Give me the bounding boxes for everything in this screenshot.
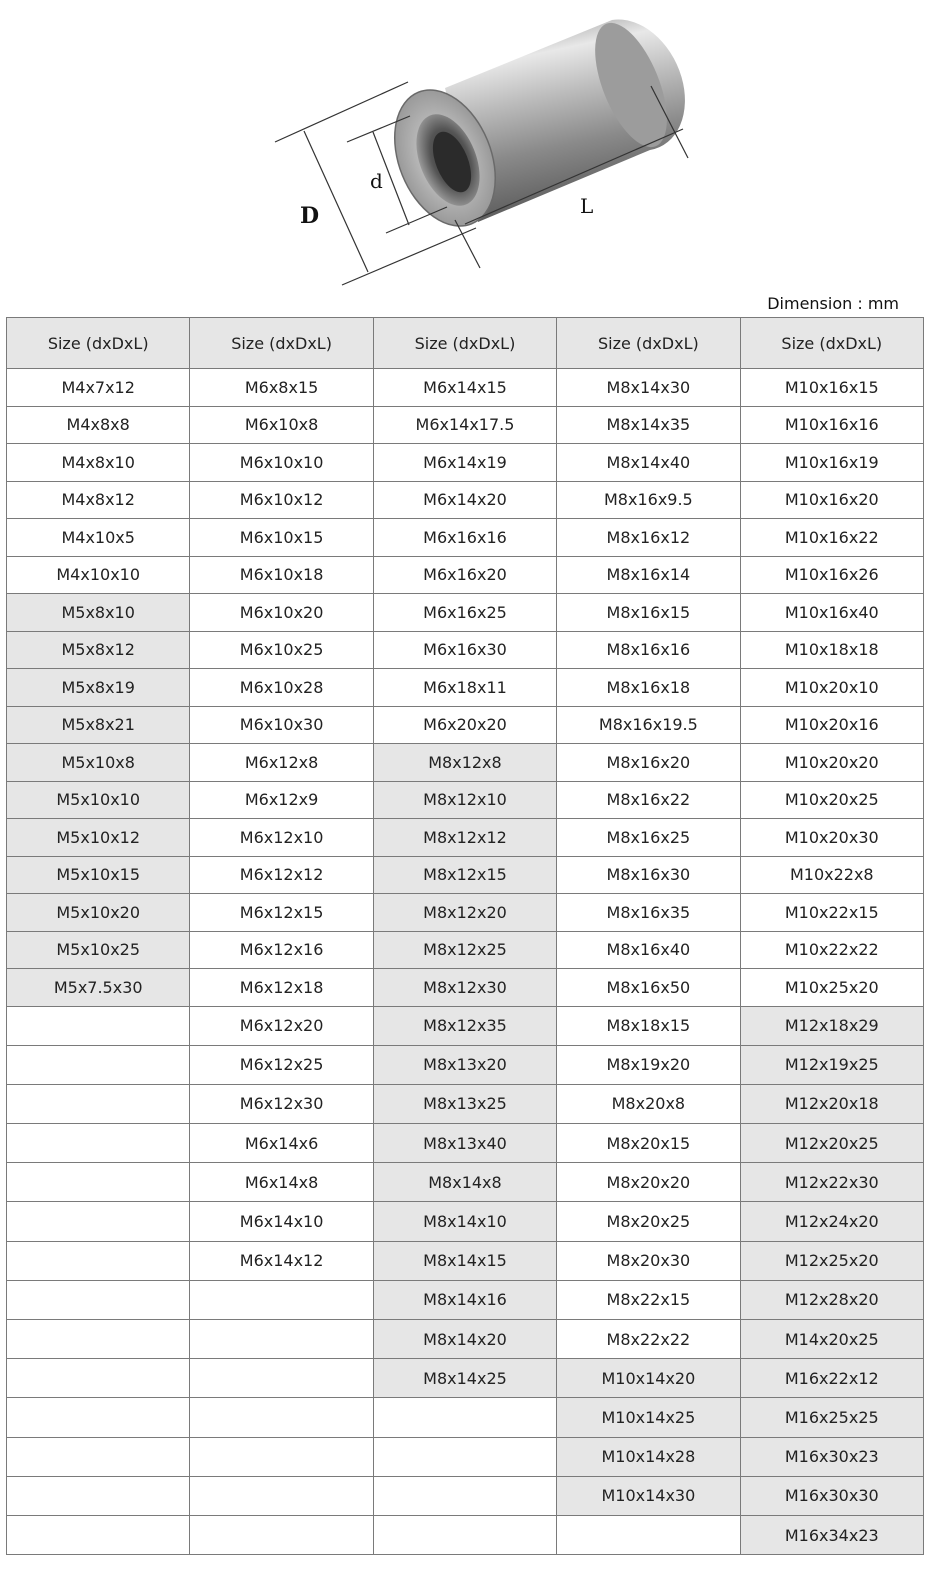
size-cell: M10x22x8 <box>740 856 923 894</box>
empty-cell <box>7 1398 190 1437</box>
table-row <box>7 481 924 519</box>
table-row <box>7 1476 924 1515</box>
cylinder-body <box>376 13 685 241</box>
size-cell: M8x12x12 <box>373 819 556 857</box>
table-row <box>7 669 924 707</box>
size-cell: M8x16x40 <box>557 931 740 969</box>
size-cell: M8x19x20 <box>557 1045 740 1084</box>
size-cell: M8x16x18 <box>557 669 740 707</box>
size-cell: M12x20x25 <box>740 1124 923 1163</box>
size-cell: M6x10x8 <box>190 406 373 444</box>
size-cell: M6x12x10 <box>190 819 373 857</box>
size-cell: M5x10x12 <box>7 819 190 857</box>
size-cell: M8x12x25 <box>373 931 556 969</box>
column-header: Size (dxDxL) <box>740 318 923 369</box>
size-cell: M4x8x10 <box>7 444 190 482</box>
dimension-label-L: L <box>580 194 594 218</box>
size-cell: M6x16x30 <box>373 631 556 669</box>
size-cell: M16x34x23 <box>740 1515 923 1554</box>
size-cell: M4x10x10 <box>7 556 190 594</box>
table-row <box>7 519 924 557</box>
size-cell: M8x13x40 <box>373 1124 556 1163</box>
empty-cell <box>7 1202 190 1241</box>
size-cell: M8x16x16 <box>557 631 740 669</box>
size-cell: M10x16x22 <box>740 519 923 557</box>
size-cell: M10x20x30 <box>740 819 923 857</box>
size-cell: M6x12x20 <box>190 1006 373 1045</box>
size-cell: M6x10x18 <box>190 556 373 594</box>
table-row <box>7 1280 924 1319</box>
size-cell: M14x20x25 <box>740 1320 923 1359</box>
size-cell: M6x14x12 <box>190 1241 373 1280</box>
size-cell: M8x14x40 <box>557 444 740 482</box>
size-cell: M16x30x30 <box>740 1476 923 1515</box>
table-row <box>7 444 924 482</box>
size-cell: M6x10x15 <box>190 519 373 557</box>
empty-cell <box>373 1515 556 1554</box>
size-cell: M16x22x12 <box>740 1359 923 1398</box>
empty-cell <box>373 1476 556 1515</box>
size-table <box>6 317 924 1555</box>
size-cell: M8x16x14 <box>557 556 740 594</box>
size-cell: M5x10x8 <box>7 744 190 782</box>
table-row <box>7 706 924 744</box>
size-cell: M8x16x20 <box>557 744 740 782</box>
size-cell: M8x16x19.5 <box>557 706 740 744</box>
size-cell: M6x14x6 <box>190 1124 373 1163</box>
size-cell: M10x16x15 <box>740 369 923 407</box>
empty-cell <box>7 1045 190 1084</box>
empty-cell <box>7 1280 190 1319</box>
size-cell: M10x20x25 <box>740 781 923 819</box>
empty-cell <box>190 1476 373 1515</box>
size-cell: M5x10x25 <box>7 931 190 969</box>
size-cell: M12x22x30 <box>740 1163 923 1202</box>
size-cell: M6x16x25 <box>373 594 556 632</box>
dimension-unit-note: Dimension : mm <box>767 294 899 313</box>
size-cell: M8x22x22 <box>557 1320 740 1359</box>
size-cell: M10x16x40 <box>740 594 923 632</box>
size-cell: M8x16x50 <box>557 969 740 1007</box>
size-cell: M8x13x25 <box>373 1084 556 1123</box>
table-row <box>7 1202 924 1241</box>
size-cell: M5x8x19 <box>7 669 190 707</box>
dimension-label-D: D <box>300 203 320 229</box>
coupling-nut-diagram <box>0 0 933 300</box>
table-row <box>7 1320 924 1359</box>
size-cell: M6x10x10 <box>190 444 373 482</box>
size-cell: M6x12x25 <box>190 1045 373 1084</box>
size-cell: M12x28x20 <box>740 1280 923 1319</box>
empty-cell <box>190 1437 373 1476</box>
size-cell: M4x10x5 <box>7 519 190 557</box>
empty-cell <box>7 1320 190 1359</box>
table-row <box>7 1084 924 1123</box>
table-row <box>7 894 924 932</box>
table-row <box>7 1359 924 1398</box>
table-row <box>7 819 924 857</box>
size-cell: M8x16x30 <box>557 856 740 894</box>
size-cell: M8x14x16 <box>373 1280 556 1319</box>
size-cell: M8x20x20 <box>557 1163 740 1202</box>
column-header: Size (dxDxL) <box>557 318 740 369</box>
size-cell: M6x16x20 <box>373 556 556 594</box>
size-cell: M6x12x15 <box>190 894 373 932</box>
empty-cell <box>190 1280 373 1319</box>
size-cell: M10x14x28 <box>557 1437 740 1476</box>
size-cell: M10x16x19 <box>740 444 923 482</box>
size-cell: M10x25x20 <box>740 969 923 1007</box>
table-row <box>7 369 924 407</box>
size-cell: M8x18x15 <box>557 1006 740 1045</box>
column-header: Size (dxDxL) <box>7 318 190 369</box>
empty-cell <box>373 1398 556 1437</box>
empty-cell <box>190 1398 373 1437</box>
size-cell: M8x12x8 <box>373 744 556 782</box>
size-cell: M6x20x20 <box>373 706 556 744</box>
size-cell: M6x14x15 <box>373 369 556 407</box>
size-cell: M6x14x19 <box>373 444 556 482</box>
table-row <box>7 781 924 819</box>
size-cell: M5x10x10 <box>7 781 190 819</box>
size-cell: M8x16x22 <box>557 781 740 819</box>
size-cell: M8x16x15 <box>557 594 740 632</box>
size-cell: M10x18x18 <box>740 631 923 669</box>
empty-cell <box>190 1320 373 1359</box>
size-cell: M12x24x20 <box>740 1202 923 1241</box>
table-row <box>7 1241 924 1280</box>
table-row <box>7 1437 924 1476</box>
size-cell: M8x12x15 <box>373 856 556 894</box>
size-cell: M6x10x20 <box>190 594 373 632</box>
size-cell: M6x12x12 <box>190 856 373 894</box>
size-cell: M4x8x8 <box>7 406 190 444</box>
size-cell: M12x19x25 <box>740 1045 923 1084</box>
size-cell: M8x16x25 <box>557 819 740 857</box>
size-cell: M12x18x29 <box>740 1006 923 1045</box>
size-cell: M8x13x20 <box>373 1045 556 1084</box>
size-cell: M5x8x12 <box>7 631 190 669</box>
empty-cell <box>7 1359 190 1398</box>
table-row <box>7 1163 924 1202</box>
table-row <box>7 969 924 1007</box>
size-cell: M5x8x10 <box>7 594 190 632</box>
empty-cell <box>557 1515 740 1554</box>
header-row <box>7 318 924 369</box>
empty-cell <box>7 1163 190 1202</box>
size-cell: M8x22x15 <box>557 1280 740 1319</box>
size-cell: M16x30x23 <box>740 1437 923 1476</box>
size-cell: M10x16x16 <box>740 406 923 444</box>
empty-cell <box>7 1437 190 1476</box>
size-cell: M5x8x21 <box>7 706 190 744</box>
size-cell: M6x10x30 <box>190 706 373 744</box>
column-header: Size (dxDxL) <box>373 318 556 369</box>
size-cell: M8x14x30 <box>557 369 740 407</box>
size-cell: M5x10x20 <box>7 894 190 932</box>
size-cell: M6x16x16 <box>373 519 556 557</box>
column-header: Size (dxDxL) <box>190 318 373 369</box>
size-cell: M8x20x25 <box>557 1202 740 1241</box>
size-cell: M10x20x20 <box>740 744 923 782</box>
empty-cell <box>7 1084 190 1123</box>
dimension-label-d: d <box>370 169 383 193</box>
empty-cell <box>190 1515 373 1554</box>
table-row <box>7 556 924 594</box>
empty-cell <box>7 1124 190 1163</box>
size-cell: M5x10x15 <box>7 856 190 894</box>
size-cell: M6x12x16 <box>190 931 373 969</box>
size-cell: M12x20x18 <box>740 1084 923 1123</box>
empty-cell <box>7 1515 190 1554</box>
table-row <box>7 1045 924 1084</box>
table-row <box>7 744 924 782</box>
table-row <box>7 1515 924 1554</box>
size-cell: M6x14x20 <box>373 481 556 519</box>
size-cell: M8x12x10 <box>373 781 556 819</box>
size-cell: M8x12x30 <box>373 969 556 1007</box>
table-row <box>7 1006 924 1045</box>
size-cell: M8x16x9.5 <box>557 481 740 519</box>
size-cell: M8x16x12 <box>557 519 740 557</box>
size-cell: M6x12x9 <box>190 781 373 819</box>
size-cell: M8x20x15 <box>557 1124 740 1163</box>
product-image <box>0 0 933 300</box>
size-cell: M10x14x25 <box>557 1398 740 1437</box>
empty-cell <box>190 1359 373 1398</box>
size-cell: M5x7.5x30 <box>7 969 190 1007</box>
table-row <box>7 1398 924 1437</box>
size-cell: M8x14x10 <box>373 1202 556 1241</box>
table-row <box>7 1124 924 1163</box>
size-cell: M6x10x28 <box>190 669 373 707</box>
size-cell: M6x12x30 <box>190 1084 373 1123</box>
size-cell: M6x8x15 <box>190 369 373 407</box>
size-cell: M6x10x25 <box>190 631 373 669</box>
size-cell: M8x14x25 <box>373 1359 556 1398</box>
size-cell: M10x20x16 <box>740 706 923 744</box>
size-cell: M10x16x26 <box>740 556 923 594</box>
size-cell: M8x12x35 <box>373 1006 556 1045</box>
empty-cell <box>7 1006 190 1045</box>
size-cell: M10x20x10 <box>740 669 923 707</box>
empty-cell <box>373 1437 556 1476</box>
size-cell: M6x12x8 <box>190 744 373 782</box>
table-row <box>7 631 924 669</box>
size-cell: M6x18x11 <box>373 669 556 707</box>
table-row <box>7 594 924 632</box>
table-row <box>7 406 924 444</box>
size-cell: M10x14x20 <box>557 1359 740 1398</box>
size-cell: M8x20x30 <box>557 1241 740 1280</box>
table-row <box>7 931 924 969</box>
empty-cell <box>7 1241 190 1280</box>
empty-cell <box>7 1476 190 1515</box>
size-cell: M8x14x15 <box>373 1241 556 1280</box>
size-cell: M6x14x17.5 <box>373 406 556 444</box>
size-cell: M12x25x20 <box>740 1241 923 1280</box>
size-cell: M10x22x22 <box>740 931 923 969</box>
size-cell: M8x20x8 <box>557 1084 740 1123</box>
size-cell: M16x25x25 <box>740 1398 923 1437</box>
size-cell: M4x8x12 <box>7 481 190 519</box>
size-cell: M4x7x12 <box>7 369 190 407</box>
size-cell: M10x14x30 <box>557 1476 740 1515</box>
size-cell: M6x14x8 <box>190 1163 373 1202</box>
size-cell: M8x12x20 <box>373 894 556 932</box>
size-cell: M10x16x20 <box>740 481 923 519</box>
size-cell: M10x22x15 <box>740 894 923 932</box>
size-cell: M8x16x35 <box>557 894 740 932</box>
table-row <box>7 856 924 894</box>
size-cell: M6x10x12 <box>190 481 373 519</box>
size-cell: M8x14x8 <box>373 1163 556 1202</box>
size-cell: M6x12x18 <box>190 969 373 1007</box>
size-cell: M8x14x20 <box>373 1320 556 1359</box>
size-cell: M6x14x10 <box>190 1202 373 1241</box>
size-cell: M8x14x35 <box>557 406 740 444</box>
